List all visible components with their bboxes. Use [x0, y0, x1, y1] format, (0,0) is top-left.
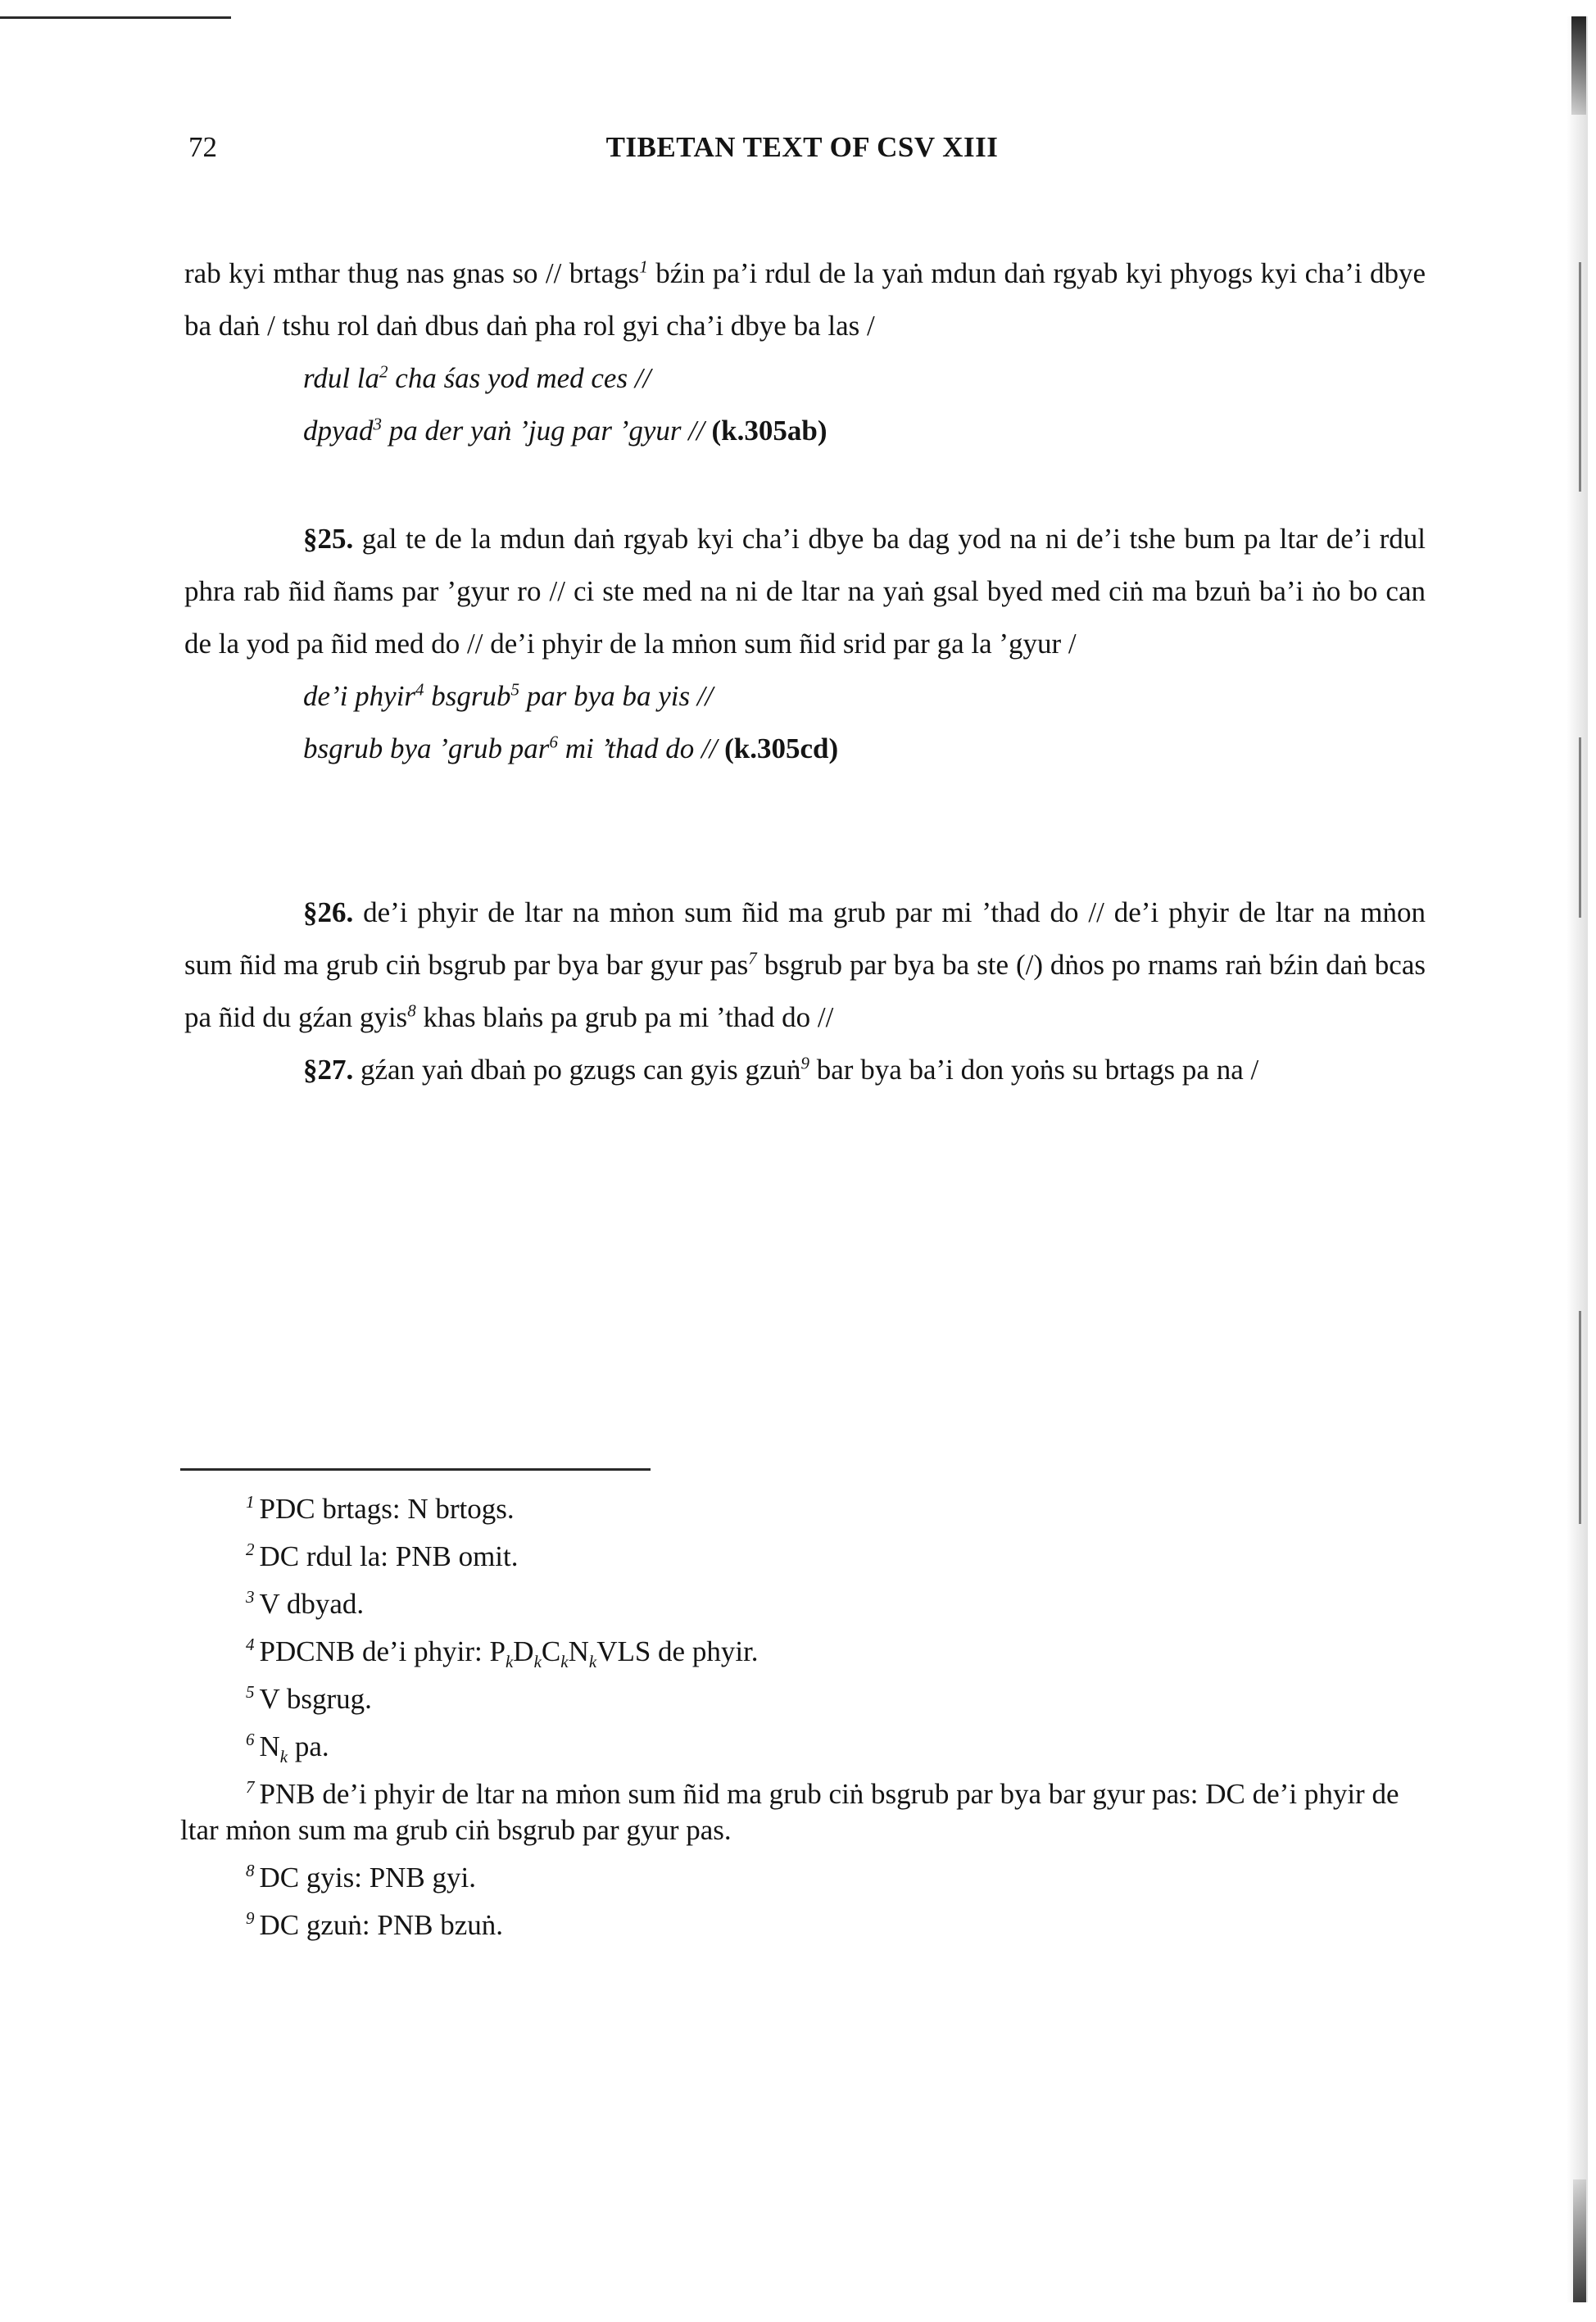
verse-text: bsgrub [424, 680, 511, 712]
footnotes [180, 1491, 1426, 1955]
scan-edge-line [1579, 1311, 1581, 1524]
karika-reference: (k.305ab) [711, 415, 827, 447]
paragraph-3 [184, 887, 1426, 1044]
paragraph-2 [184, 513, 1426, 670]
footnote-ref[interactable]: 7 [748, 948, 757, 968]
footnote-7 [180, 1776, 1426, 1848]
footnote-text: V dbyad. [259, 1588, 365, 1620]
footnote-1 [180, 1491, 1426, 1527]
footnote-text: V bsgrug. [259, 1683, 372, 1715]
siglum-subscript: k [505, 1652, 514, 1671]
footnote-text: DC rdul la: PNB omit. [259, 1540, 519, 1572]
footnote-rule [180, 1468, 651, 1471]
footnote-number: 5 [246, 1682, 255, 1703]
scan-edge-line [1579, 737, 1581, 918]
footnote-4 [180, 1634, 1426, 1670]
footnote-text: VLS de phyir. [596, 1635, 759, 1667]
body-block-2 [184, 513, 1426, 775]
verse-line [184, 405, 1426, 457]
footnote-3 [180, 1586, 1426, 1622]
footnote-ref[interactable]: 5 [510, 679, 520, 700]
footnote-number: 2 [246, 1540, 255, 1560]
paragraph-text: bar bya ba’i don yoṅs su brtags pa na / [809, 1054, 1259, 1086]
scan-mark-bottom [1573, 2179, 1586, 2302]
footnote-text: DC gyis: PNB gyi. [259, 1862, 476, 1893]
footnote-text: PDC brtags: N brtogs. [259, 1493, 515, 1525]
paragraph-text: khas blaṅs pa grub pa mi ’thad do // [415, 1001, 834, 1033]
footnote-9 [180, 1907, 1426, 1943]
top-rule [0, 16, 231, 19]
footnote-number: 3 [246, 1587, 255, 1608]
paragraph-text: de’i phyir de ltar na mṅon sum ñid ma grub par mi ’thad do // de’i phyir de ltar na mṅon sum ñid ma grub ciṅ bsgrub par bya bar gyur pas [184, 896, 1426, 981]
footnote-text: C [541, 1635, 561, 1667]
paragraph-1 [184, 247, 1426, 352]
paragraph-text: rab kyi mthar thug nas gnas so // brtags [184, 257, 640, 289]
footnote-ref[interactable]: 9 [800, 1053, 809, 1073]
footnote-text: PNB de’i phyir de ltar na mṅon sum ñid ma grub ciṅ bsgrub par bya bar gyur pas: DC de’i phyir de ltar mṅon sum ma grub ciṅ bsgrub par gyur pas. [180, 1778, 1399, 1846]
page-number: 72 [188, 131, 217, 163]
footnote-number: 1 [246, 1492, 255, 1512]
footnote-ref[interactable]: 4 [415, 679, 424, 700]
footnote-number: 8 [246, 1861, 255, 1881]
scan-mark-top [1571, 16, 1586, 115]
verse-text: mi ’thad do // [557, 732, 725, 764]
section-number: §25. [303, 523, 354, 555]
siglum-subscript: k [533, 1652, 542, 1671]
body-block-3 [184, 887, 1426, 1096]
verse-text: bsgrub bya ’grub par [303, 732, 550, 764]
footnote-text: pa. [288, 1730, 329, 1762]
footnote-ref[interactable]: 1 [639, 256, 648, 277]
footnote-5 [180, 1681, 1426, 1717]
footnote-6 [180, 1729, 1426, 1765]
footnote-ref[interactable]: 8 [407, 1000, 416, 1021]
paragraph-4 [184, 1044, 1426, 1096]
verse-text: de’i phyir [303, 680, 416, 712]
footnote-text: N [259, 1730, 280, 1762]
siglum-subscript: k [279, 1747, 288, 1766]
scan-edge-shadow [1567, 16, 1588, 2302]
footnote-text: N [568, 1635, 589, 1667]
siglum-subscript: k [560, 1652, 569, 1671]
footnote-number: 6 [246, 1730, 255, 1750]
footnote-number: 7 [246, 1777, 255, 1798]
footnote-ref[interactable]: 3 [373, 414, 383, 434]
footnote-8 [180, 1860, 1426, 1896]
footnote-text: PDCNB de’i phyir: P [259, 1635, 506, 1667]
footnote-number: 4 [246, 1635, 255, 1655]
karika-reference: (k.305cd) [724, 732, 839, 764]
paragraph-text: gźan yaṅ dbaṅ po gzugs can gyis gzuṅ [353, 1054, 801, 1086]
footnote-2 [180, 1539, 1426, 1575]
paragraph-text: gal te de la mdun daṅ rgyab kyi cha’i dbye ba dag yod na ni de’i tshe bum pa ltar de’i rdul phra rab ñid ñams par ’gyur ro // ci ste med na ni de ltar na yaṅ gsal byed med ciṅ ma bzuṅ ba’i ṅo bo can de la yod pa ñid med do // de’i phyir de la mṅon sum ñid srid par ga la ’gyur / [184, 523, 1426, 660]
verse-text: cha śas yod med ces // [388, 362, 651, 394]
footnote-text: DC gzuṅ: PNB bzuṅ. [259, 1909, 503, 1941]
footnote-ref[interactable]: 2 [379, 361, 388, 382]
section-number: §26. [303, 896, 354, 928]
running-title: TIBETAN TEXT OF CSV XIII [605, 131, 999, 163]
verse-text: pa der yaṅ ’jug par ’gyur // [382, 415, 712, 447]
body-block-1 [184, 247, 1426, 457]
verse-text: rdul la [303, 362, 380, 394]
verse-text: dpyad [303, 415, 374, 447]
scan-edge-line [1579, 262, 1581, 492]
paragraph-text: bźin pa’i rdul de la yaṅ mdun daṅ rgyab kyi phyogs kyi cha’i dbye ba daṅ / tshu rol daṅ dbus daṅ pha rol gyi cha’i dbye ba las / [184, 257, 1426, 342]
footnote-number: 9 [246, 1908, 255, 1929]
running-head [188, 131, 1416, 180]
footnote-ref[interactable]: 6 [549, 732, 558, 752]
verse-text: par bya ba yis // [519, 680, 714, 712]
section-number: §27. [303, 1054, 354, 1086]
verse-line [184, 670, 1426, 723]
verse-line [184, 352, 1426, 405]
footnote-text: D [513, 1635, 534, 1667]
siglum-subscript: k [588, 1652, 597, 1671]
paragraph-text: bsgrub par bya ba ste (/) dṅos po rnams raṅ bźin daṅ bcas pa ñid du gźan gyis [184, 949, 1426, 1033]
verse-line [184, 723, 1426, 775]
